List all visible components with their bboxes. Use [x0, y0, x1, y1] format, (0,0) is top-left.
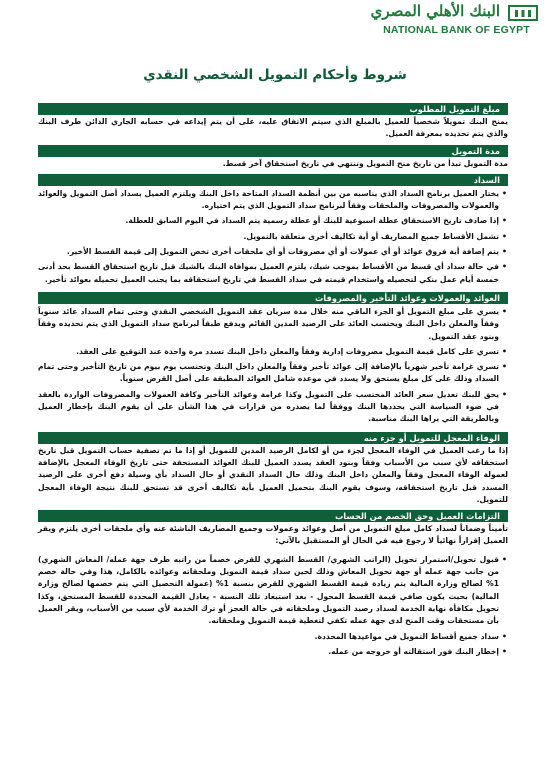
- list-item: • يختار العميل برنامج السداد الذي يناسبه من بين أنظمة السداد المتاحة داخل البنك ويلتزم العميل بسداد أصل التمويل والعوائد والعمولات والمصروفات والملحقات وفقاً لبرنامج سداد التمويل الذي يتم اختياره.: [38, 188, 508, 213]
- page-title: شروط وأحكام التمويل الشخصي النقدي: [143, 67, 407, 83]
- list-item: • إذا صادف تاريخ الاستحقاق عطلة اسبوعية للبنك أو عطلة رسمية يتم السداد في اليوم السابق للعطلة.: [38, 215, 508, 227]
- section-paragraph: تأميناً وضماناً لسداد كامل مبلغ التمويل من أصل وعوائد وعمولات وجميع المصاريف الناشئة عنه وأي ملحقات أخرى يلتزم ويقر العميل إقراراً نهائياً لا رجوع فيه في الحال أو المستقبل بالآتي:: [38, 524, 508, 546]
- list-item: • إخطار البنك فور استقالته أو خروجه من عمله.: [38, 646, 508, 658]
- list-item: • قبول تحويل/استمرار تحويل (الراتب الشهري/ القسط الشهري للقرض خصماً من راتبه طرف جهة عمله/ المعاش الشهري) من جانب جهة عمله أو جهة تحويل المعاش وذلك لحين سداد قيمة التمويل وملحقاته وعوائده بالكامل، هذا وفي حالة خصم 1% لصالح وزارة المالية يتم زيادة قيمة القسط الشهري للقرض بنسبة 1% (عمولة التحصيل التي يتم خصمها لصالح وزارة المالية) بحيث يكون صافي قيمة القسط المحول - بعد استبعاد تلك النسبة - يعادل القيمة المحددة للقسط المستحق، وكذا تحويل مكافأة نهاية الخدمة لسداد رصيد التمويل وملحقاته في حالة العجز أو ترك الخدمة لأي سبب من الأسباب، ويقر العميل بأن مستحقات وقت المنح لدى جهة عمله تكفي لتغطية قيمة التمويل وملحقاته.: [38, 554, 508, 628]
- bank-logo: [354, 2, 544, 42]
- bullet-list: [38, 304, 508, 432]
- list-item: • يتم إضافة أية فروق عوائد أو أي عمولات أو أي مصروفات أو أي ملحقات أخرى تخص التمويل إلى قيمة القسط الأخير.: [38, 246, 508, 258]
- list-item: • تسري غرامة تأخير شهرياً بالإضافة إلى عوائد تأخير وفقاً والمعلن داخل البنك وتحتسب يوم بيوم من تاريخ التأخير وحتى تمام السداد وذلك على كل مبلغ يستحق ولا يسدد في موعده شامل العوائد المطبقة على أصل القرض سنوياً.: [38, 361, 508, 386]
- section-repayment: [38, 174, 508, 292]
- bank-emblem-icon: [508, 5, 538, 21]
- list-item: • في حالة سداد أي قسط من الأقساط بموجب شيك، يلتزم العميل بموافاة البنك بالشيك قبل تاريخ استحقاق القسط بحد أدنى خمسة أيام عمل بنكي لتحصيله واستخدام قيمته في سداد القسط في تاريخ استحقاقه بما يجنب العميل تحميله بعوائد تأخير.: [38, 261, 508, 286]
- section-obligations: [38, 510, 508, 664]
- section-paragraph: مدة التمويل تبدأ من تاريخ منح التمويل وتنتهي في تاريخ استحقاق آخر قسط.: [222, 158, 508, 168]
- section-heading: مدة التمويل: [38, 145, 508, 157]
- list-item: • يسري على مبلغ التمويل أو الجزء الباقي منه خلال مدة سريان عقد التمويل الشخصي النقدي وحتى تمام السداد عائد سنوياً وفقاً والمعلن داخل البنك ويحتسب العائد على الرصيد المدين القائم ويدفع طبقاً لبرنامج سداد التمويل الذي يتم تحديده وفقاً وبنود عقد التمويل.: [38, 306, 508, 343]
- header: [0, 0, 550, 44]
- section-prepayment: [38, 432, 508, 510]
- list-item: • يحق للبنك تعديل سعر العائد المحتسب على التمويل وكذا غرامة وعوائد التأخير وكافة العمولات والمصروفات الواردة بالعقد في ضوء السياسة التي يحددها البنك ووفقاً لما يصدره من قرارات في هذا الشأن على أن يقوم البنك بإخطار العميل وبالطريقة التي يراها البنك مناسبة.: [38, 389, 508, 426]
- section-requested-amount: [38, 103, 508, 145]
- logo-english-text: NATIONAL BANK OF EGYPT: [383, 24, 530, 36]
- section-heading: السداد: [38, 174, 508, 186]
- list-item: • تسري على كامل قيمة التمويل مصروفات إدارية وفقاً والمعلن داخل البنك تسدد مرة واحدة عند التوقيع على العقد.: [38, 346, 508, 358]
- section-heading: مبلغ التمويل المطلوب: [38, 103, 508, 115]
- section-paragraph: يمنح البنك تمويلاً شخصياً للعميل بالمبلغ الذي سيتم الاتفاق عليه، على أن يتم إيداعه في حسابه الجاري الدائن طرف البنك والذي يتم تحديده بمعرفة العميل.: [38, 117, 508, 139]
- section-paragraph: إذا ما رغب العميل في الوفاء المعجل لجزء من أو لكامل الرصيد المدين للتمويل أو إذا ما تم تصفية حساب التمويل قبل تاريخ استحقاقه لأي سبب من الأسباب وفقاً وبنود العقد يسدد العميل للبنك العوائد المستحقة حتى تاريخ الوفاء المعجل بالإضافة لعمولة الوفاء المعجل وفقاً والمعلن داخل البنك وذلك حال السداد النقدي أو حال السداد بأي وسيلة دفع أخرى على الرصيد المسدد قبل تاريخ استحقاقه، وسوف يقوم البنك بتحميل العميل بأية تكاليف أخرى قد تستحق للبنك نتيجة الوفاء المعجل للتمويل.: [38, 445, 508, 504]
- bullet-list: [38, 186, 508, 292]
- section-fees: [38, 292, 508, 432]
- terms-content: [38, 103, 508, 664]
- section-heading: العوائد والعمولات وعوائد التأخير والمصروفات: [38, 292, 508, 304]
- section-heading: التزامات العميل وحق الخصم من الحساب: [38, 510, 508, 522]
- list-item: • تشمل الأقساط جميع المصاريف أو أية تكاليف أخرى متعلقة بالتمويل.: [38, 231, 508, 243]
- section-duration: [38, 145, 508, 174]
- section-heading: الوفاء المعجل للتمويل أو جزء منه: [38, 432, 508, 444]
- list-item: • سداد جميع أقساط التمويل في مواعيدها المحددة.: [38, 631, 508, 643]
- bullet-list: [38, 552, 508, 664]
- logo-arabic-text: البنك الأهلي المصري: [370, 2, 500, 20]
